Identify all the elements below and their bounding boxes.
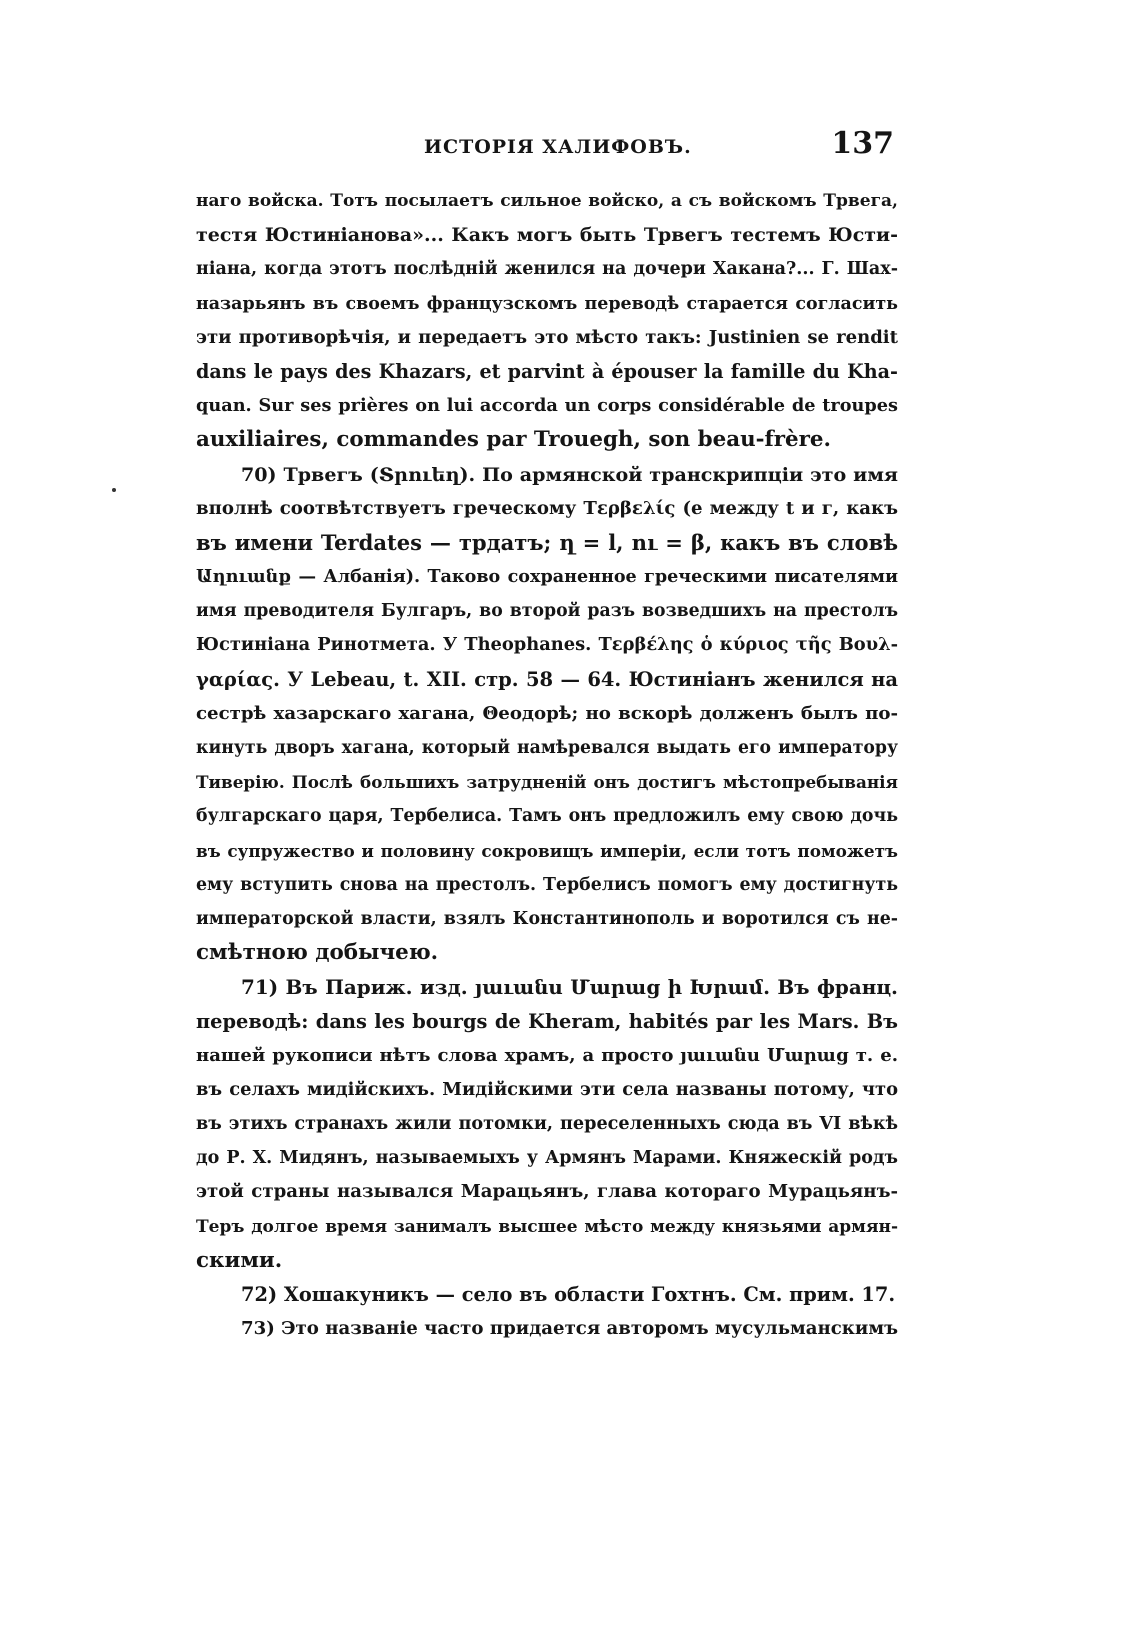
text-line: сестрѣ хазарскаго хагана, Θеодорѣ; но вскорѣ долженъ былъ по-: [196, 702, 898, 724]
note-71-start: 71) Въ Париж. изд. յաւանս Մարաց ի Խրամ. Въ франц.: [241, 975, 898, 1000]
text-line: нашей рукописи нѣтъ слова храмъ, а просто յաւանս Մարաց т. е.: [196, 1044, 898, 1066]
running-title: ИСТОРІЯ ХАЛИФОВЪ.: [424, 136, 692, 158]
text-line: скими.: [196, 1247, 283, 1273]
running-head: [194, 126, 894, 166]
text-line: кинуть дворъ хагана, который намѣревался выдать его императору: [196, 738, 898, 758]
text-line: Юстиніана Ринотмета. У Theophanes. Τερβέλης ὁ κύριος τῆς Βουλ-: [196, 634, 898, 656]
text-line: переводѣ: dans les bourgs de Kheram, habités par les Mars. Въ: [196, 1009, 898, 1033]
text-line: ніана, когда этотъ послѣдній женился на дочери Хакана?... Г. Шах-: [196, 259, 898, 280]
text-line: смѣтною добычею.: [196, 940, 439, 966]
speck-mark: [112, 488, 116, 492]
text-line: ему вступить снова на престолъ. Тербелисъ помогъ ему достигнуть: [196, 874, 898, 895]
text-line: эти противорѣчія, и передаетъ это мѣсто такъ: Justinien se rendit: [196, 326, 898, 348]
text-line: имя преводителя Булгаръ, во второй разъ возведшихъ на престолъ: [196, 601, 898, 622]
body-text: [196, 184, 898, 1346]
text-line: булгарскаго царя, Тербелиса. Тамъ онъ предложилъ ему свою дочь: [196, 806, 898, 827]
text-line: въ супружество и половину сокровищъ имперіи, если тотъ поможетъ: [196, 840, 898, 861]
text-line: Աղուանք — Албанія). Таково сохраненное греческими писателями: [196, 567, 898, 588]
page-number: 137: [831, 126, 894, 161]
text-line: Теръ долгое время занималъ высшее мѣсто между князьями армян-: [196, 1216, 898, 1237]
text-line: назарьянъ въ своемъ французскомъ переводѣ старается согласить: [196, 293, 898, 314]
text-line: этой страны назывался Марацьянъ, глава котораго Мурацьянъ-: [196, 1181, 898, 1203]
text-line: въ имени Terdates — трдатъ; ղ = l, ու = β, какъ въ словѣ: [196, 529, 898, 555]
text-line: тестя Юстиніанова»... Какъ могъ быть Трвегъ тестемъ Юсти-: [196, 224, 898, 247]
text-line: γαρίας. У Lebeau, t. XII. стр. 58 — 64. Юстиніанъ женился на: [196, 667, 898, 691]
text-line: въ селахъ мидійскихъ. Мидійскими эти села названы потому, что: [196, 1078, 898, 1100]
text-line: до Р. Х. Мидянъ, называемыхъ у Армянъ Марами. Княжескій родъ: [196, 1148, 898, 1169]
note-73-start: 73) Это названіе часто придается авторомъ мусульманскимъ: [241, 1318, 898, 1340]
note-70-start: 70) Трвегъ (Տրուեղ). По армянской транскрипціи это имя: [241, 462, 898, 486]
text-line: вполнѣ соотвѣтствуетъ греческому Τερβελίς (е между t и г, какъ: [196, 497, 898, 519]
note-72: 72) Хошакуникъ — село въ области Гохтнъ. См. прим. 17.: [241, 1283, 896, 1306]
text-line: наго войска. Тотъ посылаетъ сильное войско, а съ войскомъ Трвега,: [196, 191, 898, 211]
text-line: Тиверію. Послѣ большихъ затрудненій онъ достигъ мѣстопребыванія: [196, 772, 898, 793]
text-line: dans le pays des Khazars, et parvint à épouser la famille du Kha-: [196, 359, 898, 383]
text-line: quan. Sur ses prières on lui accorda un corps considérable de troupes: [196, 395, 898, 417]
text-line: auxiliaires, commandes par Trouegh, son beau-frère.: [196, 427, 831, 453]
text-line: императорской власти, взялъ Константинополь и воротился съ не-: [196, 908, 898, 929]
text-line: въ этихъ странахъ жили потомки, переселенныхъ сюда въ VI вѣкѣ: [196, 1113, 898, 1135]
